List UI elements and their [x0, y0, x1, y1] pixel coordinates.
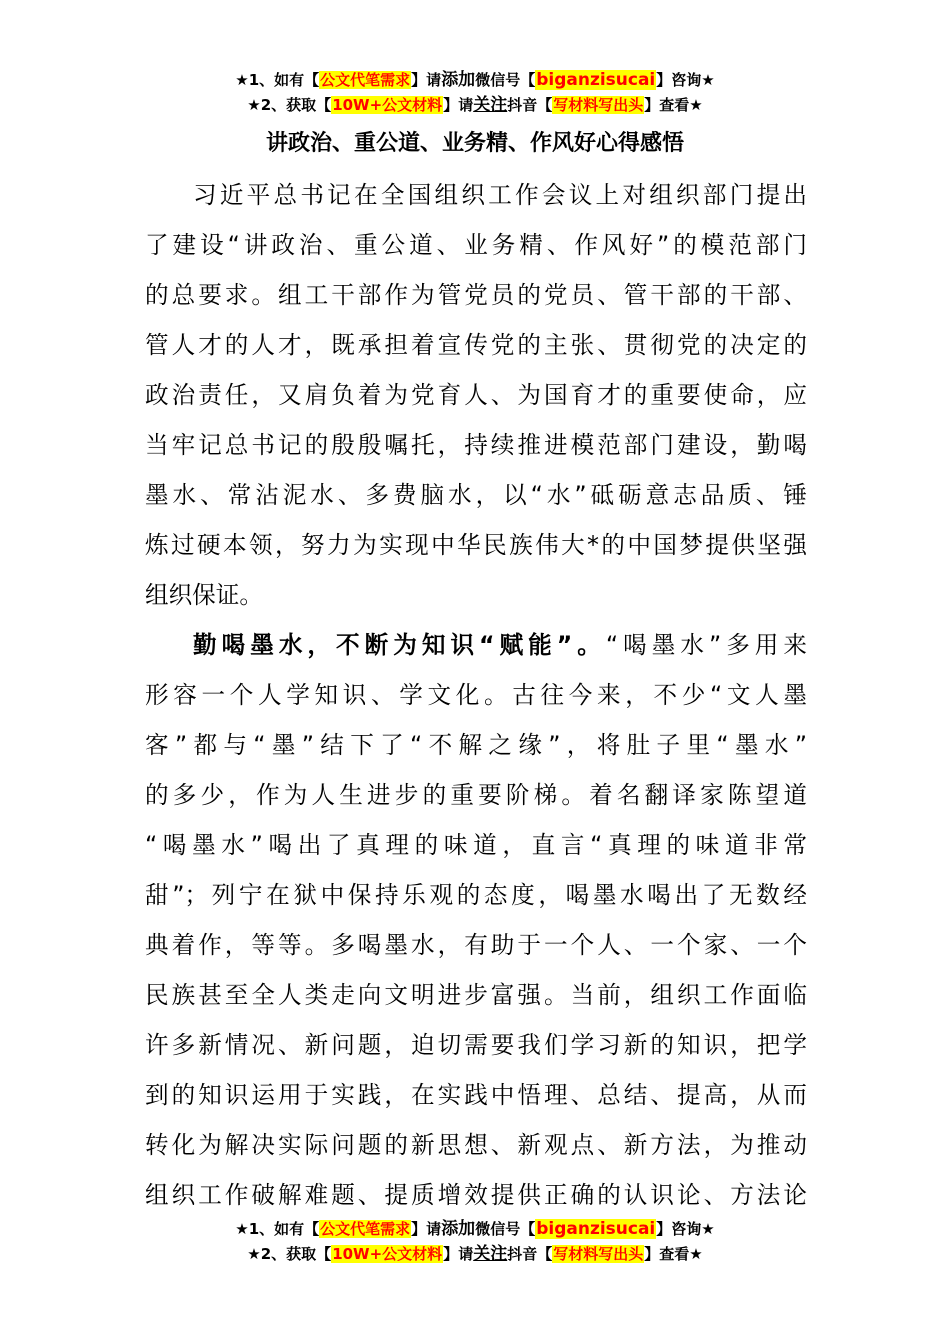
promo-line-2-bottom: [0, 1242, 950, 1266]
promo-text: 添加: [441, 70, 476, 90]
body-line: 客”都与“墨”结下了“不解之缘”，将肚子里“墨水”: [145, 731, 807, 759]
promo-text: 】咨询★: [656, 71, 715, 89]
body-line: 形容一个人学知识、学文化。古往今来，不少“文人墨: [145, 681, 807, 709]
body-line: 组织保证。: [145, 581, 263, 609]
promo-text: 关注: [473, 1244, 508, 1264]
promo-wechat-id: biganzisucai: [536, 1219, 656, 1239]
promo-text: 抖音【: [507, 1245, 553, 1263]
promo-text: ★2、获取【: [247, 96, 332, 114]
promo-text: 】咨询★: [656, 1220, 715, 1238]
body-line: 的多少，作为人生进步的重要阶梯。着名翻译家陈望道: [145, 781, 807, 809]
body-line: 习近平总书记在全国组织工作会议上对组织部门提出: [193, 181, 807, 209]
section-heading: 勤喝墨水，不断为知识“赋能”。: [193, 631, 606, 659]
promo-line-2-top: [0, 93, 950, 117]
promo-highlight: 写材料写出头: [553, 96, 644, 114]
promo-highlight: 公文代笔需求: [320, 1220, 411, 1238]
promo-highlight: 10W+公文材料: [332, 1245, 443, 1263]
promo-text: ★1、如有【: [235, 1220, 320, 1238]
promo-text: 】查看★: [644, 1245, 703, 1263]
promo-text: 抖音【: [507, 96, 553, 114]
promo-text: 】请: [443, 96, 474, 114]
promo-text: 】请: [411, 71, 442, 89]
promo-highlight: 10W+公文材料: [332, 96, 443, 114]
body-line: 管人才的人才，既承担着宣传党的主张、贯彻党的决定的: [145, 331, 807, 359]
promo-text: 关注: [473, 95, 508, 115]
promo-highlight: 公文代笔需求: [320, 71, 411, 89]
promo-text: ★1、如有【: [235, 71, 320, 89]
promo-line-1-top: [0, 68, 950, 92]
promo-wechat-id: biganzisucai: [536, 70, 656, 90]
body-line: 政治责任，又肩负着为党育人、为国育才的重要使命，应: [145, 381, 807, 409]
body-text: “喝墨水”多用来: [605, 631, 807, 659]
promo-line-1-bottom: [0, 1217, 950, 1241]
body-line: 民族甚至全人类走向文明进步富强。当前，组织工作面临: [145, 981, 807, 1009]
body-line: 的总要求。组工干部作为管党员的党员、管干部的干部、: [145, 281, 807, 309]
promo-text: 添加: [441, 1219, 476, 1239]
promo-highlight: 写材料写出头: [553, 1245, 644, 1263]
promo-text: 】请: [443, 1245, 474, 1263]
body-line: 了建设“讲政治、重公道、业务精、作风好”的模范部门: [145, 231, 807, 259]
body-line: 当牢记总书记的殷殷嘱托，持续推进模范部门建设，勤喝: [145, 431, 807, 459]
body-line: 典着作，等等。多喝墨水，有助于一个人、一个家、一个: [145, 931, 807, 959]
promo-text: 】请: [411, 1220, 442, 1238]
promo-text: ★2、获取【: [247, 1245, 332, 1263]
promo-text: 微信号【: [475, 1220, 536, 1238]
body-line: 到的知识运用于实践，在实践中悟理、总结、提高，从而: [145, 1081, 807, 1109]
promo-text: 】查看★: [644, 96, 703, 114]
body-line: 组织工作破解难题、提质增效提供正确的认识论、方法论: [145, 1181, 807, 1209]
body-line: 许多新情况、新问题，迫切需要我们学习新的知识，把学: [145, 1031, 807, 1059]
body-line: 炼过硬本领，努力为实现中华民族伟大*的中国梦提供坚强: [145, 531, 807, 559]
section-lead-line: [145, 620, 807, 670]
promo-text: 微信号【: [475, 71, 536, 89]
body-line: 墨水、常沾泥水、多费脑水，以“水”砥砺意志品质、锤: [145, 481, 807, 509]
document-body: [145, 170, 807, 1220]
body-line: 转化为解决实际问题的新思想、新观点、新方法，为推动: [145, 1131, 807, 1159]
document-title: 讲政治、重公道、业务精、作风好心得感悟: [265, 131, 684, 156]
body-line: “喝墨水”喝出了真理的味道，直言“真理的味道非常: [145, 831, 807, 859]
body-line: 甜”；列宁在狱中保持乐观的态度，喝墨水喝出了无数经: [145, 881, 807, 909]
